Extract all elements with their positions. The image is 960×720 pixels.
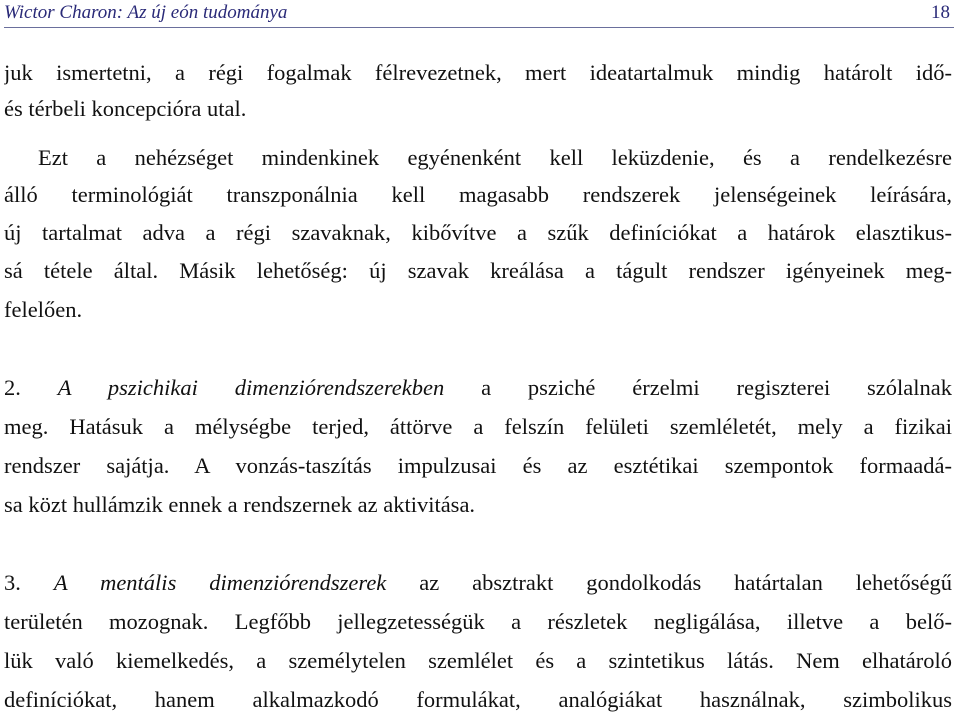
paragraph-3-line-2: meg. Hatásuk a mélységbe terjed, áttörve a felszín felületi szemléletét, mely a fizikai bbox=[4, 414, 952, 439]
paragraph-3-italic-term: A pszichikai dimenziórendszerekben bbox=[57, 375, 445, 400]
header-title: Wictor Charon: Az új eón tudománya bbox=[4, 2, 288, 23]
paragraph-4-line-1-rest: az absztrakt gondolkodás határtalan lehetőségű bbox=[419, 570, 952, 595]
paragraph-4-line-1 bbox=[4, 569, 952, 597]
paragraph-3-number: 2. bbox=[4, 375, 21, 400]
paragraph-2-line-4: sá tétele által. Másik lehetőség: új szavak kreálása a tágult rendszer igényeinek meg- bbox=[4, 258, 952, 283]
paragraph-4-number: 3. bbox=[4, 570, 21, 595]
paragraph-1-line-2: és térbeli koncepcióra utal. bbox=[4, 96, 247, 121]
paragraph-2-line-3: új tartalmat adva a régi szavaknak, kibővítve a szűk definíciókat a határok elasztikus- bbox=[4, 220, 952, 245]
page-number: 18 bbox=[931, 2, 950, 23]
paragraph-2-line-2: álló terminológiát transzponálnia kell magasabb rendszerek jelenségeinek leírására, bbox=[4, 182, 952, 207]
running-header bbox=[4, 0, 954, 28]
paragraph-3-line-1 bbox=[4, 374, 952, 402]
paragraph-4-line-2: területén mozognak. Legfőbb jellegzetességük a részletek negligálása, illetve a belő- bbox=[4, 609, 952, 634]
paragraph-3-line-1-rest: a psziché érzelmi regiszterei szólalnak bbox=[481, 375, 952, 400]
paragraph-2-line-5: felelően. bbox=[4, 297, 83, 322]
paragraph-4-line-4: definíciókat, hanem alkalmazkodó formulákat, analógiákat használnak, szimbolikus bbox=[4, 687, 952, 712]
paragraph-1-line-1: juk ismertetni, a régi fogalmak félrevezetnek, mert ideatartalmuk mindig határolt idő- bbox=[4, 60, 952, 85]
paragraph-2-line-1: Ezt a nehézséget mindenkinek egyénenként kell leküzdenie, és a rendelkezésre bbox=[38, 145, 952, 170]
paragraph-3-line-4: sa közt hullámzik ennek a rendszernek az aktivitása. bbox=[4, 492, 476, 517]
paragraph-4-italic-term: A mentális dimenziórendszerek bbox=[53, 570, 387, 595]
paragraph-3-line-3: rendszer sajátja. A vonzás-taszítás impulzusai és az esztétikai szempontok formaadá- bbox=[4, 453, 952, 478]
paragraph-4-line-3: lük való kiemelkedés, a személytelen szemlélet és a szintetikus látás. Nem elhatároló bbox=[4, 648, 952, 673]
